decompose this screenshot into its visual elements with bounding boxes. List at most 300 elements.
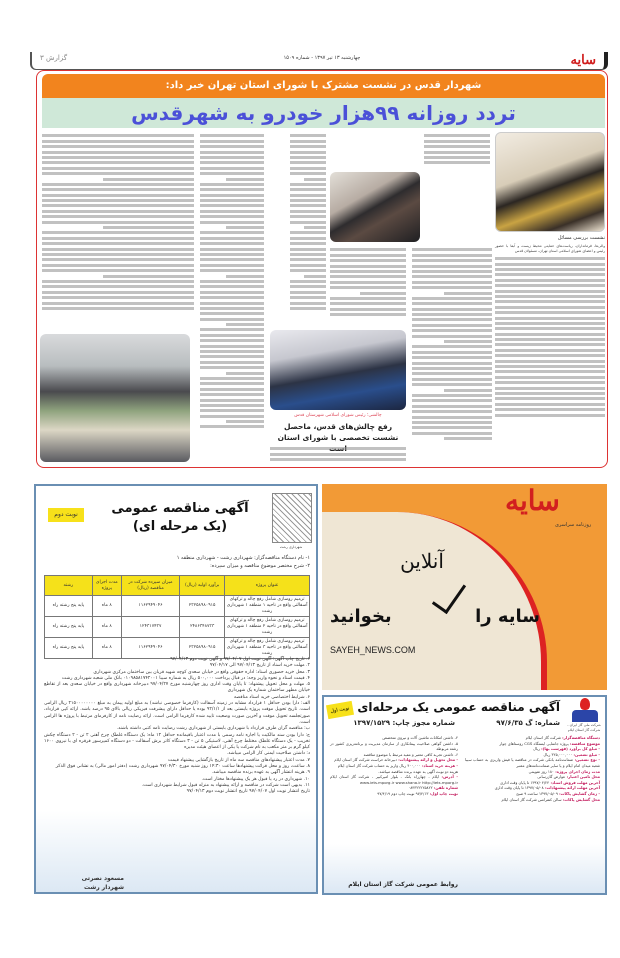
text-line — [200, 409, 264, 412]
text-line — [290, 269, 326, 272]
tender-details-left — [330, 735, 458, 877]
text-line — [412, 362, 492, 365]
text-lines — [412, 248, 492, 440]
text-line — [290, 167, 326, 170]
text-line — [200, 361, 264, 364]
tender-notes — [44, 657, 310, 871]
text-line — [495, 354, 605, 357]
text-line — [200, 199, 264, 202]
text-line — [412, 394, 492, 397]
text-line — [290, 183, 326, 186]
text-line — [330, 313, 406, 316]
tender-title-line2: (یک مرحله ای) — [132, 519, 228, 534]
text-line — [412, 378, 492, 381]
table-cell: ترمیم روسازی شامل رفع چاله و ترکهای آسفالتی واقع در ناحیه ۲ منطقه ۱ شهرداری رشت — [225, 617, 310, 638]
text-line — [200, 285, 264, 288]
table-cell: ۸ ماه — [92, 596, 121, 617]
text-line — [412, 345, 492, 348]
tender-title-line1: آگهی مناقصه عمومی — [111, 501, 249, 516]
table-header-row — [45, 576, 310, 596]
tender-detail-text: ایلام - چهارراه بانک - بلوار امیرکبیر - شرکت گاز استان ایلام www.iets.mporg.ir www.shana.ir http://iets.mporg.ir — [330, 774, 458, 785]
text-line — [42, 221, 194, 224]
text-line — [495, 322, 605, 325]
text-line — [444, 292, 492, 295]
text-line — [200, 415, 264, 418]
text-line — [200, 382, 264, 385]
text-line — [412, 432, 492, 435]
tender-note: تاریخ انتشار نوبت اول ۹۷/۰۴/۰۷ تاریخ انتشار نوبت دوم ۹۷/۰۴/۱۳ — [186, 789, 310, 795]
masthead — [30, 52, 608, 70]
article-headline: تردد روزانه ۹۹هزار خودرو به شهرقدس — [42, 98, 605, 128]
text-line — [412, 324, 492, 327]
text-line — [200, 345, 264, 348]
text-line — [290, 140, 326, 143]
text-line — [200, 312, 264, 315]
table-cell: ۸ ماه — [92, 617, 121, 638]
tender-detail-label: شماره تلفن: — [433, 785, 458, 791]
text-line — [226, 420, 264, 423]
text-line — [304, 178, 326, 181]
text-line — [304, 226, 326, 229]
tender-detail-text: ۴۰۰,۰۰۰ ریال واریز به حساب شرکت گاز استان ایلام — [337, 762, 421, 768]
table-header: عنوان پروژه — [225, 576, 310, 596]
text-line — [495, 338, 605, 341]
text-line — [495, 257, 605, 260]
text-line — [495, 333, 605, 336]
text-line — [42, 145, 194, 148]
text-line — [270, 447, 406, 450]
text-line — [290, 307, 326, 310]
text-line — [412, 308, 492, 311]
text-line — [330, 259, 406, 262]
text-line — [330, 254, 406, 257]
article-column-2-top — [424, 132, 490, 168]
text-line — [42, 280, 194, 283]
table-header: مدت اجرای پروژه — [92, 576, 121, 596]
text-line — [290, 285, 326, 288]
text-line — [290, 145, 326, 148]
text-line — [42, 253, 194, 256]
text-line — [290, 215, 326, 218]
text-line — [330, 275, 406, 278]
tender-note: ۱. تاریخ چاپ آگهی: آگهی نوبت اول ۹۷/۰۴/۰۷ و آگهی نوبت دوم ۹۷/۰۴/۱۳ — [170, 657, 310, 662]
text-line — [412, 329, 492, 332]
text-line — [290, 237, 326, 240]
table-cell: ۲۳۲۵۸۹۸۰۹۱۵ — [180, 638, 225, 659]
text-line — [412, 416, 492, 419]
tender-detail-text: ۱۳۹۷/۰۵/۰۹ ساعت ۹ صبح — [516, 790, 558, 796]
text-line — [42, 258, 194, 261]
table-header: میزان سپرده شرکت در مناقصه (ریال) — [121, 576, 179, 596]
text-line — [200, 377, 264, 380]
text-line — [412, 421, 492, 424]
text-line — [200, 258, 264, 261]
text-line — [290, 291, 326, 294]
text-line — [226, 226, 264, 229]
photo-caption: نشست بررسی مسائل — [557, 235, 605, 241]
text-line — [103, 178, 194, 181]
text-line — [42, 161, 194, 164]
ad-logo: سایه — [505, 484, 560, 517]
text-line — [103, 226, 194, 229]
text-line — [495, 403, 605, 406]
text-line — [495, 414, 605, 417]
tender-detail-label: محل تامین اعتبار: — [566, 774, 600, 780]
text-line — [412, 426, 492, 429]
text-line — [103, 275, 194, 278]
text-line — [290, 248, 326, 251]
text-line — [412, 356, 492, 359]
text-line — [412, 383, 492, 386]
text-line — [424, 151, 490, 154]
signer-title: شهردار رشت — [84, 884, 124, 891]
text-line — [330, 248, 406, 251]
text-line — [200, 145, 264, 148]
tender-detail-text: ۱۳۹۷/۰۵/۰۸ تا پایان وقت اداری — [494, 785, 544, 791]
table-cell: ۱۱۶۲۹۴۹۰۴۶ — [121, 638, 179, 659]
text-line — [42, 237, 194, 240]
municipality-emblem-icon — [272, 493, 312, 543]
tender-note: ۲. مهلت خرید اسناد از تاریخ ۹۷/۰۴/۱۳ الی ۹۷/۰۴/۱۷ — [209, 663, 310, 669]
text-line — [495, 408, 605, 411]
text-line — [42, 248, 194, 251]
tender-detail-label: محل گشایش پاکات: — [562, 796, 600, 802]
text-line — [200, 231, 264, 234]
text-line — [495, 300, 605, 303]
dateline: چهارشنبه ۱۳ تیر ۱۳۹۷ - شماره ۱۵۰۹ — [283, 55, 361, 61]
article-column-2 — [412, 246, 492, 462]
text-line — [270, 453, 406, 456]
text-line — [330, 308, 406, 311]
text-line — [200, 404, 264, 407]
text-line — [42, 199, 194, 202]
text-line — [200, 167, 264, 170]
text-line — [412, 405, 492, 408]
tender-badge: نوبت اول — [326, 701, 354, 719]
text-line — [330, 302, 406, 305]
text-line — [42, 242, 194, 245]
text-line — [495, 343, 605, 346]
tender-detail-label: آخرین مهلت فروش اسناد: — [550, 779, 600, 785]
gas-company-caption: شرکت ملی گاز ایران - شرکت گاز استان ایلام — [567, 723, 601, 732]
tender-footer: روابط عمومی شرکت گاز استان ایلام — [348, 881, 458, 888]
text-line — [200, 318, 264, 321]
text-line — [200, 307, 264, 310]
text-line — [290, 172, 326, 175]
text-line — [200, 355, 264, 358]
tender-detail-label: موضوع مناقصه: — [569, 740, 600, 746]
text-line — [412, 265, 492, 268]
text-line — [200, 350, 264, 353]
article-kicker: شهردار قدس در نشست مشترک با شورای استان تهران خبر داد: — [42, 74, 605, 98]
tender-table — [44, 575, 310, 659]
text-line — [200, 161, 264, 164]
photo-caption-chairman: چالشی؛ رئیس شورای اسلامی شهرستان قدس — [294, 413, 382, 418]
ad-subtitle: روزنامه سراسری — [555, 522, 592, 528]
tender-note: ب: مناقصه گران طرف قرارداد با شهرداری بایستی از شهرداری رشت رضایت نامه کتبی داشته باشند. — [116, 726, 310, 732]
photo-meeting — [40, 334, 190, 462]
tender-detail-text: ۹۷/۴/۱۳ نوبت چاپ دوم ۹۷/۴/۱۹ — [377, 790, 429, 796]
text-line — [200, 183, 264, 186]
tender-note: د: داشتن صلاحیت ایمنی کار الزامی میباشد. — [226, 751, 310, 757]
tender-detail-text: ۵- داشتن گواهی صلاحیت پیمانکاری از سازمان مدیریت و برنامه‌ریزی کشور در رشته مربوطه — [330, 740, 458, 752]
tender-item: ۲- شرح مختصر موضوع مناقصه و میزان سپرده: — [210, 563, 310, 569]
text-line — [424, 134, 490, 137]
text-line — [290, 199, 326, 202]
tender-detail-text: پروژه جانمایی ایستگاه CGS روستاهای چوار — [499, 740, 569, 746]
text-line — [200, 399, 264, 402]
text-line — [270, 458, 406, 461]
text-line — [495, 273, 605, 276]
tender-note: ج: دارا بودن سند مالکیت یا اجاره نامه رسمی با مدت اعتبار باقیمانده حداقل ۱۲ ماه: یک دستگاه غلطک چرخ آهنی ۲ تن - ۲ دستگاه چکش تخریب - یک دستگاه غلطک مختلط چرخ آهنی، لاستیکی ۵ تن - ۳ دستگاه کاتر برش آسفالت - دو دستگاه کمپرسور قرقره ای با نیروی ۱۶۰۰ کیلو گرم بر متر مکعب به نام شرکت یا یکی از اعضای هیئت مدیره — [44, 732, 310, 751]
tender-detail — [465, 797, 600, 803]
text-line — [226, 323, 264, 326]
text-lines — [330, 248, 406, 316]
text-line — [495, 327, 605, 330]
text-line — [200, 269, 264, 272]
tender-detail-text: ضمانت‌نامه بانکی شرکت در مناقصه یا فیش واریزی به حساب سیبا شعبه میدان امام ایلام و یا سایر ضمانت‌نامه‌های معتبر — [465, 757, 600, 768]
text-line — [42, 264, 194, 267]
text-line — [200, 134, 264, 137]
tender-detail — [465, 757, 600, 768]
text-line — [412, 351, 492, 354]
article-intro: والی‌ها، فرمانداران، ریاست‌های حمایتی محیط زیست و آبفا با حضور رئیس و اعضای شورای اسلامی استان تهران، مسئولان قدس — [495, 244, 605, 254]
text-line — [42, 210, 194, 213]
tender-note: ۹. هزینه انتشار آگهی به عهده برنده مناقصه میباشد. — [211, 770, 310, 776]
text-line — [412, 318, 492, 321]
section-label: گزارش ۳ — [40, 54, 68, 62]
tender-detail-text: ۳۲۵,۰۰۰,۰۰۰ ریال — [543, 751, 573, 757]
text-line — [495, 295, 605, 298]
gas-company-logo-icon — [580, 698, 590, 710]
table-cell: ۲۳۲۵۸۹۸۰۹۱۵ — [180, 596, 225, 617]
text-line — [200, 291, 264, 294]
text-line — [495, 317, 605, 320]
text-line — [200, 253, 264, 256]
photo-council-chairman — [270, 330, 406, 410]
text-line — [330, 297, 406, 300]
table-cell: ۱۱۶۲۹۴۹۰۴۶ — [121, 596, 179, 617]
text-line — [200, 366, 264, 369]
text-line — [290, 242, 326, 245]
table-header: برآورد اولیه (ریال) — [180, 576, 225, 596]
tender-note: ۷. مدت اعتبار پیشنهادهای مناقصه سه ماه از تاریخ بازگشایی پیشنهاد قیمت — [168, 757, 310, 763]
print-permit-number: شماره مجوز چاپ: ۱۳۹۷/۱۵۲۹ — [353, 719, 455, 727]
text-line — [200, 248, 264, 251]
ad-sayeh-ra-text: سایه را — [475, 606, 540, 627]
text-line — [290, 221, 326, 224]
tender-note: ۸. ساعت، روز و محل قرائت پیشنهادها ساعت ۱۴:۳۰ روز شنبه مورخ ۹۷/۰۴/۳۰ شهرداری رشت (دفتر امور مالی) به نشانی فوق الذکر — [55, 764, 310, 770]
text-line — [495, 376, 605, 379]
tender-detail-label: - آدرس: — [441, 774, 458, 780]
tender-detail-text: هزینه دو نوبت آگهی به عهده برنده مناقصه میباشد. — [378, 768, 458, 774]
tender-detail-text: ۰۸۴۳۲۲۲۲۵۸۲۲ — [408, 785, 433, 791]
text-line — [412, 335, 492, 338]
text-line — [412, 410, 492, 413]
article-column-3-bottom — [270, 445, 406, 462]
text-lines — [270, 447, 406, 461]
text-line — [495, 365, 605, 368]
text-line — [290, 134, 326, 137]
tender-detail-label: - محل تحویل و ارائه پیشنهادات: — [398, 757, 458, 763]
tender-detail-label: - هزینه خرید اسناد: — [421, 762, 458, 768]
text-line — [290, 302, 326, 305]
article-column-1 — [495, 244, 605, 462]
text-line — [42, 140, 194, 143]
text-line — [200, 264, 264, 267]
tender-detail-text: دبیرخانه حراست شرکت گاز استان ایلام — [334, 757, 397, 763]
text-line — [495, 263, 605, 266]
table-cell: ۸ ماه — [92, 638, 121, 659]
text-line — [290, 151, 326, 154]
text-line — [200, 425, 264, 428]
text-line — [42, 204, 194, 207]
text-line — [200, 237, 264, 240]
ad-read-text: بخوانید — [330, 606, 392, 627]
text-line — [200, 393, 264, 396]
text-line — [290, 264, 326, 267]
ad-website-link[interactable]: SAYEH_NEWS.COM — [330, 645, 416, 655]
text-line — [200, 156, 264, 159]
emblem-caption: شهرداری رشت — [279, 545, 303, 549]
text-line — [424, 156, 490, 159]
text-line — [444, 437, 492, 440]
text-lines — [290, 134, 326, 310]
tender-title — [100, 500, 260, 536]
text-line — [495, 397, 605, 400]
text-line — [330, 286, 406, 289]
tender-detail-label: نوبت چاپ اول: — [429, 790, 458, 796]
text-line — [226, 275, 264, 278]
text-line — [200, 172, 264, 175]
text-line — [42, 215, 194, 218]
text-line — [412, 399, 492, 402]
text-line — [444, 340, 492, 343]
tender-note: ۵. مهلت و محل تحویل پیشنهاد: تا پایان وقت اداری روز چهارشنبه مورخ ۹۷/۰۴/۲۷ دبیرخانه شهرداری واقع در خیابان سعدی بعد از تقاطع خیابان مطهر ساختمان شماره یک شهرداری — [44, 682, 310, 694]
text-line — [226, 178, 264, 181]
text-line — [42, 151, 194, 154]
text-line — [42, 285, 194, 288]
tender-detail — [330, 741, 458, 752]
text-line — [290, 204, 326, 207]
text-line — [200, 188, 264, 191]
article-column-3-mid — [330, 246, 406, 326]
text-line — [200, 194, 264, 197]
text-line — [495, 284, 605, 287]
text-line — [330, 270, 406, 273]
text-line — [200, 215, 264, 218]
text-line — [424, 145, 490, 148]
text-line — [330, 265, 406, 268]
table-cell: پایه پنج رشته راه — [45, 596, 93, 617]
text-line — [495, 392, 605, 395]
tender-number: شماره: گ ۹۷/۶/۳۵ — [496, 719, 560, 727]
table-cell: ۲۴۸۶۳۴۸۷۳۳ — [180, 617, 225, 638]
text-line — [42, 188, 194, 191]
text-line — [200, 328, 264, 331]
photo-official — [330, 172, 420, 242]
text-line — [200, 140, 264, 143]
tender-detail-text: ریال — [533, 746, 540, 752]
tender-table-body — [45, 596, 310, 659]
text-line — [200, 296, 264, 299]
tender-note: ۱۱. بدیهی است شرکت در مناقصه و ارائه پیشنهاد به منزله قبول شرایط شهرداری است. — [141, 782, 310, 788]
text-line — [412, 281, 492, 284]
tender-detail-label: - مبلغ کل برآورد (فهرست بها): — [541, 746, 600, 752]
text-line — [412, 275, 492, 278]
text-line — [42, 194, 194, 197]
tender-detail-text: عوارض گازرسانی — [537, 774, 566, 780]
signer-name: مسعود نصرتی — [81, 875, 124, 882]
ad-online-text: آنلاین — [400, 549, 444, 573]
text-line — [200, 280, 264, 283]
tender-details-right — [465, 735, 600, 877]
tender-detail-label: - نوع تضمین: — [574, 757, 600, 763]
text-line — [495, 349, 605, 352]
tender-detail-label: آخرین مهلت ارائه پیشنهادات: — [544, 785, 600, 791]
text-line — [412, 313, 492, 316]
text-line — [290, 296, 326, 299]
tender-note: ۱۰. شهرداری در رد یا قبول هر یک پیشنهادها مختار است. — [201, 776, 310, 782]
text-line — [290, 258, 326, 261]
text-line — [304, 275, 326, 278]
text-line — [412, 248, 492, 251]
article-column-4 — [200, 132, 264, 462]
text-line — [424, 140, 490, 143]
photo-council-member — [495, 132, 605, 232]
article-column-1-lines — [495, 257, 605, 416]
text-line — [200, 204, 264, 207]
text-line — [412, 367, 492, 370]
tender-note: ۳. محل خرید حضوری اسناد: اداره حقوقی واقع در خیابان سعدی کوچه شهید قربان بین ساختمان مرکزی شهرداری — [93, 669, 310, 675]
text-line — [412, 302, 492, 305]
text-line — [424, 161, 490, 164]
text-line — [42, 302, 194, 305]
tender-detail — [330, 774, 458, 785]
tender-note: الف: دارا بودن حداقل ۱ قرارداد مشابه در زمینه آسفالت (کارفرما خصوصی نباشد) به مبلغ اولیه پیمان به مبلغ ۲۱۵۰۰۰۰۰۰۰۰ ریال الزامی است. تاریخ تحویل موقت پروژه بایستی بعد از ۹۲/۱/۱ بوده یا حداقل دارای پیشرفت فیزیکی ریالی بالای ۹۵ درصد باشد. ارائه کپی قرارداد، صورتجلسه تحویل موقت و آخرین صورت وضعیت تایید شده کارفرما الزامی است. ارائه رضایت نامه از کارفرمای مرتبط با پروژه ها الزامی است. — [44, 701, 310, 725]
text-line — [42, 269, 194, 272]
tender-note: ۶. شرایط اختصاصی خرید اسناد مناقصه — [233, 694, 310, 700]
text-line — [290, 280, 326, 283]
table-cell: ترمیم روسازی شامل رفع چاله و ترکهای آسفالتی واقع در ناحیه ۳ منطقه ۱ شهرداری رشت — [225, 638, 310, 659]
text-line — [42, 183, 194, 186]
text-line — [495, 306, 605, 309]
tender-item: ۱- نام دستگاه مناقصه‌گزار: شهرداری رشت - شهرداری منطقه ۱ — [176, 555, 310, 561]
text-line — [200, 388, 264, 391]
tender-detail-text: ۴- داشتن امکانات ماشین آلات و نیروی متخصص — [382, 735, 458, 740]
text-line — [330, 281, 406, 284]
text-line — [42, 156, 194, 159]
table-cell: پایه پنج رشته راه — [45, 638, 93, 659]
text-line — [290, 194, 326, 197]
table-header: رشته — [45, 576, 93, 596]
table-row — [45, 638, 310, 659]
text-line — [42, 296, 194, 299]
text-line — [290, 188, 326, 191]
table-row — [45, 596, 310, 617]
tender-signature — [44, 874, 124, 892]
tender-items — [44, 554, 310, 570]
article-column-3 — [290, 132, 326, 328]
text-line — [412, 254, 492, 257]
text-line — [290, 156, 326, 159]
tender-detail-label: دستگاه مناقصه‌گزار: — [562, 735, 600, 740]
text-line — [290, 161, 326, 164]
text-line — [290, 231, 326, 234]
tender-detail-text: ۱۳۹۷/۰۴/۲۴ تا پایان وقت اداری — [500, 779, 550, 785]
text-line — [495, 370, 605, 373]
article-subheadline: رفع چالش‌های قدس، ماحصل نشست تخصصی با شورای استان — [277, 422, 399, 442]
